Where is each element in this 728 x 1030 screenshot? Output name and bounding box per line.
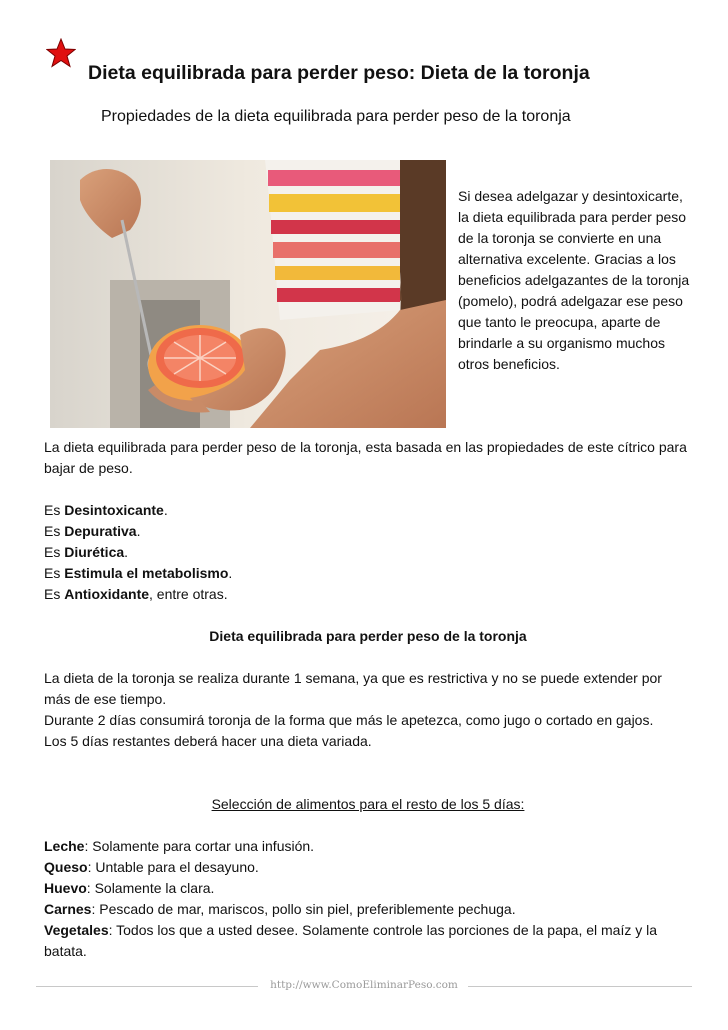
footer-url[interactable]: http://www.ComoEliminarPeso.com [270,979,458,991]
intro-paragraph-text: La dieta equilibrada para perder peso de la toronja, esta basada en las propiedades de este cítrico para bajar de peso. [44,439,687,476]
diet-paragraph: La dieta de la toronja se realiza durante 1 semana, ya que es restrictiva y no se puede extender por más de ese tiempo. [44,670,662,707]
grapefruit-photo [50,160,446,428]
list-item: Es Desintoxicante. [44,502,168,518]
intro-paragraph [44,437,692,479]
food-term: Leche [44,838,85,854]
diet-paragraph: Durante 2 días consumirá toronja de la forma que más le apetezca, como jugo o cortado en gajos. [44,712,654,728]
list-item: Es Diurética. [44,544,129,560]
diet-heading: Dieta equilibrada para perder peso de la toronja [209,628,527,644]
list-item: Queso: Untable para el desayuno. [44,859,259,875]
selection-list [44,836,692,962]
diet-paragraphs [44,668,692,752]
food-term: Huevo [44,880,87,896]
star-icon [46,38,76,68]
selection-heading: Selección de alimentos para el resto de los 5 días: [211,796,525,812]
property-term: Diurética [64,544,125,560]
property-term: Estimula el metabolismo [64,565,229,581]
properties-list [44,500,692,605]
page-subtitle: Propiedades de la dieta equilibrada para perder peso de la toronja [101,108,571,125]
footer [36,976,692,996]
food-term: Carnes [44,901,92,917]
food-term: Queso [44,859,88,875]
list-item: Carnes: Pescado de mar, mariscos, pollo sin piel, preferiblemente pechuga. [44,901,516,917]
property-term: Desintoxicante [64,502,164,518]
list-item: Vegetales: Todos los que a usted desee. Solamente controle las porciones de la papa, el maíz y la batata. [44,922,658,959]
diet-paragraph: Los 5 días restantes deberá hacer una dieta variada. [44,733,372,749]
list-item: Es Antioxidante, entre otras. [44,586,228,602]
list-item: Leche: Solamente para cortar una infusión. [44,838,315,854]
list-item: Es Depurativa. [44,523,141,539]
property-term: Antioxidante [64,586,150,602]
intro-side-text: Si desea adelgazar y desintoxicarte, la dieta equilibrada para perder peso de la toronja se convierte en una alternativa excelente. Gracias a los beneficios adelgazantes de la toronja (pomelo), podrá adelgazar ese peso que tanto le preocupa, aparte de brindarle a su organismo muchos otros beneficios. [458,188,690,372]
list-item: Es Estimula el metabolismo. [44,565,233,581]
page-title: Dieta equilibrada para perder peso: Dieta de la toronja [88,62,590,84]
list-item: Huevo: Solamente la clara. [44,880,215,896]
food-term: Vegetales [44,922,109,938]
property-term: Depurativa [64,523,137,539]
